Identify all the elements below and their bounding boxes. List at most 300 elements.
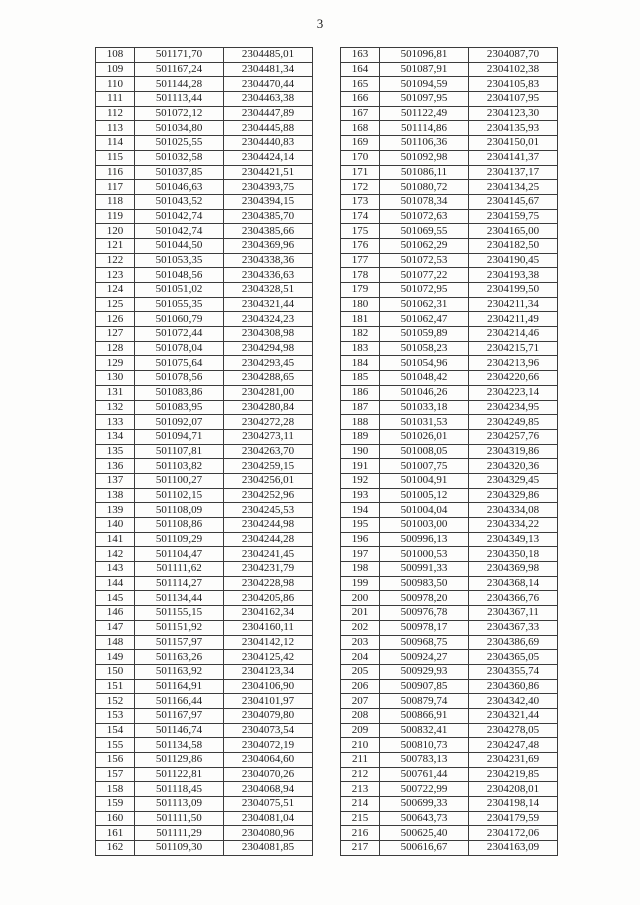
table-row	[96, 415, 313, 430]
x-coordinate-cell: 500783,13	[380, 753, 469, 768]
x-coordinate-cell: 500968,75	[380, 635, 469, 650]
table-row	[341, 194, 558, 209]
x-coordinate-cell: 501122,81	[135, 767, 224, 782]
table-row	[96, 723, 313, 738]
table-row	[96, 532, 313, 547]
table-row	[341, 620, 558, 635]
table-row	[341, 312, 558, 327]
table-body	[341, 48, 558, 856]
x-coordinate-cell: 501096,81	[380, 48, 469, 63]
y-coordinate-cell: 2304163,09	[469, 841, 558, 856]
x-coordinate-cell: 501008,05	[380, 444, 469, 459]
point-number-cell: 166	[341, 92, 380, 107]
point-number-cell: 110	[96, 77, 135, 92]
point-number-cell: 159	[96, 797, 135, 812]
y-coordinate-cell: 2304349,13	[469, 532, 558, 547]
y-coordinate-cell: 2304263,70	[224, 444, 313, 459]
y-coordinate-cell: 2304080,96	[224, 826, 313, 841]
table-row	[96, 694, 313, 709]
point-number-cell: 185	[341, 371, 380, 386]
x-coordinate-cell: 501129,86	[135, 753, 224, 768]
y-coordinate-cell: 2304079,80	[224, 708, 313, 723]
point-number-cell: 217	[341, 841, 380, 856]
point-number-cell: 189	[341, 429, 380, 444]
point-number-cell: 203	[341, 635, 380, 650]
x-coordinate-cell: 501104,47	[135, 547, 224, 562]
x-coordinate-cell: 501108,86	[135, 518, 224, 533]
y-coordinate-cell: 2304481,34	[224, 62, 313, 77]
table-row	[341, 576, 558, 591]
x-coordinate-cell: 500832,41	[380, 723, 469, 738]
x-coordinate-cell: 501046,63	[135, 180, 224, 195]
point-number-cell: 200	[341, 591, 380, 606]
y-coordinate-cell: 2304141,37	[469, 150, 558, 165]
table-row	[341, 356, 558, 371]
x-coordinate-cell: 501108,09	[135, 503, 224, 518]
table-row	[341, 708, 558, 723]
x-coordinate-cell: 501103,82	[135, 459, 224, 474]
x-coordinate-cell: 501083,95	[135, 400, 224, 415]
table-row	[341, 106, 558, 121]
x-coordinate-cell: 501171,70	[135, 48, 224, 63]
point-number-cell: 133	[96, 415, 135, 430]
table-row	[96, 238, 313, 253]
point-number-cell: 174	[341, 209, 380, 224]
x-coordinate-cell: 500907,85	[380, 679, 469, 694]
page-number: 3	[316, 16, 324, 31]
x-coordinate-cell: 500978,17	[380, 620, 469, 635]
x-coordinate-cell: 501072,63	[380, 209, 469, 224]
x-coordinate-cell: 501107,81	[135, 444, 224, 459]
table-row	[341, 635, 558, 650]
table-row	[341, 253, 558, 268]
x-coordinate-cell: 501113,09	[135, 797, 224, 812]
point-number-cell: 147	[96, 620, 135, 635]
y-coordinate-cell: 2304445,88	[224, 121, 313, 136]
table-row	[341, 767, 558, 782]
x-coordinate-cell: 501060,79	[135, 312, 224, 327]
y-coordinate-cell: 2304145,67	[469, 194, 558, 209]
point-number-cell: 216	[341, 826, 380, 841]
y-coordinate-cell: 2304366,76	[469, 591, 558, 606]
y-coordinate-cell: 2304385,66	[224, 224, 313, 239]
x-coordinate-cell: 500722,99	[380, 782, 469, 797]
x-coordinate-cell: 501048,56	[135, 268, 224, 283]
point-number-cell: 108	[96, 48, 135, 63]
y-coordinate-cell: 2304106,90	[224, 679, 313, 694]
point-number-cell: 183	[341, 341, 380, 356]
point-number-cell: 193	[341, 488, 380, 503]
table-row	[96, 782, 313, 797]
y-coordinate-cell: 2304172,06	[469, 826, 558, 841]
point-number-cell: 132	[96, 400, 135, 415]
y-coordinate-cell: 2304249,85	[469, 415, 558, 430]
x-coordinate-cell: 500761,44	[380, 767, 469, 782]
x-coordinate-cell: 501034,80	[135, 121, 224, 136]
table-row	[341, 518, 558, 533]
point-number-cell: 172	[341, 180, 380, 195]
x-coordinate-cell: 501111,62	[135, 562, 224, 577]
x-coordinate-cell: 501025,55	[135, 136, 224, 151]
x-coordinate-cell: 500625,40	[380, 826, 469, 841]
table-row	[96, 503, 313, 518]
y-coordinate-cell: 2304334,08	[469, 503, 558, 518]
point-number-cell: 206	[341, 679, 380, 694]
y-coordinate-cell: 2304281,00	[224, 385, 313, 400]
table-row	[341, 488, 558, 503]
point-number-cell: 197	[341, 547, 380, 562]
point-number-cell: 130	[96, 371, 135, 386]
point-number-cell: 188	[341, 415, 380, 430]
x-coordinate-cell: 501163,92	[135, 664, 224, 679]
y-coordinate-cell: 2304087,70	[469, 48, 558, 63]
table-row	[96, 488, 313, 503]
table-row	[341, 385, 558, 400]
point-number-cell: 152	[96, 694, 135, 709]
y-coordinate-cell: 2304213,96	[469, 356, 558, 371]
y-coordinate-cell: 2304342,40	[469, 694, 558, 709]
x-coordinate-cell: 501058,23	[380, 341, 469, 356]
point-number-cell: 182	[341, 327, 380, 342]
point-number-cell: 125	[96, 297, 135, 312]
point-number-cell: 181	[341, 312, 380, 327]
x-coordinate-cell: 501003,00	[380, 518, 469, 533]
table-row	[96, 180, 313, 195]
point-number-cell: 127	[96, 327, 135, 342]
x-coordinate-cell: 501114,86	[380, 121, 469, 136]
point-number-cell: 158	[96, 782, 135, 797]
x-coordinate-cell: 501026,01	[380, 429, 469, 444]
point-number-cell: 126	[96, 312, 135, 327]
y-coordinate-cell: 2304199,50	[469, 283, 558, 298]
y-coordinate-cell: 2304245,53	[224, 503, 313, 518]
table-row	[341, 650, 558, 665]
y-coordinate-cell: 2304162,34	[224, 606, 313, 621]
table-row	[96, 209, 313, 224]
point-number-cell: 150	[96, 664, 135, 679]
table-row	[96, 576, 313, 591]
point-number-cell: 164	[341, 62, 380, 77]
y-coordinate-cell: 2304070,26	[224, 767, 313, 782]
table-row	[341, 782, 558, 797]
table-row	[96, 77, 313, 92]
table-row	[341, 327, 558, 342]
x-coordinate-cell: 501109,30	[135, 841, 224, 856]
y-coordinate-cell: 2304424,14	[224, 150, 313, 165]
point-number-cell: 145	[96, 591, 135, 606]
x-coordinate-cell: 501004,91	[380, 473, 469, 488]
table-row	[96, 518, 313, 533]
point-number-cell: 118	[96, 194, 135, 209]
table-row	[341, 473, 558, 488]
y-coordinate-cell: 2304280,84	[224, 400, 313, 415]
y-coordinate-cell: 2304386,69	[469, 635, 558, 650]
y-coordinate-cell: 2304244,28	[224, 532, 313, 547]
point-number-cell: 143	[96, 562, 135, 577]
x-coordinate-cell: 501151,92	[135, 620, 224, 635]
table-row	[341, 400, 558, 415]
table-row	[341, 297, 558, 312]
x-coordinate-cell: 501062,31	[380, 297, 469, 312]
table-row	[341, 371, 558, 386]
x-coordinate-cell: 500991,33	[380, 562, 469, 577]
y-coordinate-cell: 2304198,14	[469, 797, 558, 812]
y-coordinate-cell: 2304334,22	[469, 518, 558, 533]
x-coordinate-cell: 501086,11	[380, 165, 469, 180]
table-row	[96, 547, 313, 562]
y-coordinate-cell: 2304447,89	[224, 106, 313, 121]
y-coordinate-cell: 2304190,45	[469, 253, 558, 268]
point-number-cell: 212	[341, 767, 380, 782]
point-number-cell: 211	[341, 753, 380, 768]
x-coordinate-cell: 501102,15	[135, 488, 224, 503]
x-coordinate-cell: 501078,34	[380, 194, 469, 209]
x-coordinate-cell: 500699,33	[380, 797, 469, 812]
y-coordinate-cell: 2304135,93	[469, 121, 558, 136]
table-row	[341, 606, 558, 621]
point-number-cell: 115	[96, 150, 135, 165]
table-row	[341, 268, 558, 283]
x-coordinate-cell: 501007,75	[380, 459, 469, 474]
table-row	[96, 121, 313, 136]
point-number-cell: 205	[341, 664, 380, 679]
y-coordinate-cell: 2304360,86	[469, 679, 558, 694]
y-coordinate-cell: 2304219,85	[469, 767, 558, 782]
x-coordinate-cell: 501037,85	[135, 165, 224, 180]
x-coordinate-cell: 501062,29	[380, 238, 469, 253]
y-coordinate-cell: 2304123,34	[224, 664, 313, 679]
y-coordinate-cell: 2304223,14	[469, 385, 558, 400]
y-coordinate-cell: 2304142,12	[224, 635, 313, 650]
table-row	[96, 297, 313, 312]
point-number-cell: 153	[96, 708, 135, 723]
x-coordinate-cell: 500879,74	[380, 694, 469, 709]
table-row	[96, 767, 313, 782]
point-number-cell: 173	[341, 194, 380, 209]
point-number-cell: 171	[341, 165, 380, 180]
table-row	[341, 664, 558, 679]
table-row	[341, 503, 558, 518]
x-coordinate-cell: 501042,74	[135, 224, 224, 239]
table-row	[96, 620, 313, 635]
point-number-cell: 162	[96, 841, 135, 856]
y-coordinate-cell: 2304075,51	[224, 797, 313, 812]
point-number-cell: 142	[96, 547, 135, 562]
table-row	[96, 341, 313, 356]
y-coordinate-cell: 2304394,15	[224, 194, 313, 209]
x-coordinate-cell: 501144,28	[135, 77, 224, 92]
y-coordinate-cell: 2304324,23	[224, 312, 313, 327]
x-coordinate-cell: 501097,95	[380, 92, 469, 107]
y-coordinate-cell: 2304241,45	[224, 547, 313, 562]
table-row	[96, 738, 313, 753]
point-number-cell: 146	[96, 606, 135, 621]
coordinate-tables-container	[95, 47, 558, 856]
y-coordinate-cell: 2304367,33	[469, 620, 558, 635]
point-number-cell: 148	[96, 635, 135, 650]
point-number-cell: 156	[96, 753, 135, 768]
y-coordinate-cell: 2304369,96	[224, 238, 313, 253]
point-number-cell: 112	[96, 106, 135, 121]
table-row	[96, 194, 313, 209]
table-row	[341, 797, 558, 812]
table-row	[96, 327, 313, 342]
y-coordinate-cell: 2304182,50	[469, 238, 558, 253]
x-coordinate-cell: 501072,12	[135, 106, 224, 121]
x-coordinate-cell: 501100,27	[135, 473, 224, 488]
x-coordinate-cell: 501146,74	[135, 723, 224, 738]
table-row	[341, 341, 558, 356]
y-coordinate-cell: 2304367,11	[469, 606, 558, 621]
y-coordinate-cell: 2304293,45	[224, 356, 313, 371]
x-coordinate-cell: 501000,53	[380, 547, 469, 562]
table-row	[96, 165, 313, 180]
table-row	[341, 136, 558, 151]
x-coordinate-cell: 500996,13	[380, 532, 469, 547]
table-row	[341, 811, 558, 826]
point-number-cell: 208	[341, 708, 380, 723]
table-row	[341, 415, 558, 430]
point-number-cell: 135	[96, 444, 135, 459]
y-coordinate-cell: 2304278,05	[469, 723, 558, 738]
y-coordinate-cell: 2304365,05	[469, 650, 558, 665]
y-coordinate-cell: 2304160,11	[224, 620, 313, 635]
table-row	[341, 753, 558, 768]
x-coordinate-cell: 500643,73	[380, 811, 469, 826]
x-coordinate-cell: 500866,91	[380, 708, 469, 723]
point-number-cell: 210	[341, 738, 380, 753]
table-row	[341, 224, 558, 239]
point-number-cell: 213	[341, 782, 380, 797]
x-coordinate-cell: 501166,44	[135, 694, 224, 709]
y-coordinate-cell: 2304355,74	[469, 664, 558, 679]
point-number-cell: 144	[96, 576, 135, 591]
y-coordinate-cell: 2304256,01	[224, 473, 313, 488]
y-coordinate-cell: 2304485,01	[224, 48, 313, 63]
y-coordinate-cell: 2304259,15	[224, 459, 313, 474]
point-number-cell: 160	[96, 811, 135, 826]
y-coordinate-cell: 2304211,34	[469, 297, 558, 312]
table-row	[96, 473, 313, 488]
table-row	[96, 356, 313, 371]
table-row	[341, 77, 558, 92]
y-coordinate-cell: 2304125,42	[224, 650, 313, 665]
point-number-cell: 167	[341, 106, 380, 121]
x-coordinate-cell: 500978,20	[380, 591, 469, 606]
y-coordinate-cell: 2304470,44	[224, 77, 313, 92]
x-coordinate-cell: 501077,22	[380, 268, 469, 283]
table-row	[96, 679, 313, 694]
point-number-cell: 109	[96, 62, 135, 77]
y-coordinate-cell: 2304336,63	[224, 268, 313, 283]
x-coordinate-cell: 501155,15	[135, 606, 224, 621]
y-coordinate-cell: 2304072,19	[224, 738, 313, 753]
point-number-cell: 192	[341, 473, 380, 488]
y-coordinate-cell: 2304215,71	[469, 341, 558, 356]
table-row	[341, 591, 558, 606]
point-number-cell: 176	[341, 238, 380, 253]
x-coordinate-cell: 501094,59	[380, 77, 469, 92]
table-row	[96, 150, 313, 165]
x-coordinate-cell: 501157,97	[135, 635, 224, 650]
x-coordinate-cell: 501164,91	[135, 679, 224, 694]
x-coordinate-cell: 501109,29	[135, 532, 224, 547]
point-number-cell: 209	[341, 723, 380, 738]
y-coordinate-cell: 2304329,45	[469, 473, 558, 488]
x-coordinate-cell: 501072,44	[135, 327, 224, 342]
table-row	[341, 841, 558, 856]
y-coordinate-cell: 2304321,44	[469, 708, 558, 723]
y-coordinate-cell: 2304308,98	[224, 327, 313, 342]
point-number-cell: 178	[341, 268, 380, 283]
point-number-cell: 201	[341, 606, 380, 621]
table-row	[96, 371, 313, 386]
x-coordinate-cell: 501106,36	[380, 136, 469, 151]
y-coordinate-cell: 2304294,98	[224, 341, 313, 356]
point-number-cell: 149	[96, 650, 135, 665]
point-number-cell: 204	[341, 650, 380, 665]
y-coordinate-cell: 2304385,70	[224, 209, 313, 224]
point-number-cell: 214	[341, 797, 380, 812]
y-coordinate-cell: 2304107,95	[469, 92, 558, 107]
table-row	[341, 459, 558, 474]
x-coordinate-cell: 501111,29	[135, 826, 224, 841]
x-coordinate-cell: 501054,96	[380, 356, 469, 371]
coordinates-table-right	[340, 47, 558, 856]
point-number-cell: 122	[96, 253, 135, 268]
table-row	[96, 62, 313, 77]
table-row	[96, 459, 313, 474]
point-number-cell: 141	[96, 532, 135, 547]
point-number-cell: 170	[341, 150, 380, 165]
y-coordinate-cell: 2304231,69	[469, 753, 558, 768]
x-coordinate-cell: 501055,35	[135, 297, 224, 312]
table-row	[96, 312, 313, 327]
x-coordinate-cell: 501163,26	[135, 650, 224, 665]
table-row	[341, 180, 558, 195]
table-row	[96, 826, 313, 841]
point-number-cell: 114	[96, 136, 135, 151]
x-coordinate-cell: 501122,49	[380, 106, 469, 121]
y-coordinate-cell: 2304257,76	[469, 429, 558, 444]
point-number-cell: 195	[341, 518, 380, 533]
x-coordinate-cell: 501092,98	[380, 150, 469, 165]
table-body	[96, 48, 313, 856]
y-coordinate-cell: 2304228,98	[224, 576, 313, 591]
table-row	[96, 92, 313, 107]
y-coordinate-cell: 2304123,30	[469, 106, 558, 121]
x-coordinate-cell: 501078,04	[135, 341, 224, 356]
x-coordinate-cell: 500976,78	[380, 606, 469, 621]
y-coordinate-cell: 2304081,85	[224, 841, 313, 856]
point-number-cell: 199	[341, 576, 380, 591]
point-number-cell: 179	[341, 283, 380, 298]
point-number-cell: 139	[96, 503, 135, 518]
x-coordinate-cell: 501043,52	[135, 194, 224, 209]
point-number-cell: 124	[96, 283, 135, 298]
table-row	[96, 136, 313, 151]
x-coordinate-cell: 501094,71	[135, 429, 224, 444]
point-number-cell: 137	[96, 473, 135, 488]
y-coordinate-cell: 2304440,83	[224, 136, 313, 151]
x-coordinate-cell: 501118,45	[135, 782, 224, 797]
point-number-cell: 168	[341, 121, 380, 136]
point-number-cell: 157	[96, 767, 135, 782]
y-coordinate-cell: 2304368,14	[469, 576, 558, 591]
x-coordinate-cell: 501053,35	[135, 253, 224, 268]
y-coordinate-cell: 2304350,18	[469, 547, 558, 562]
table-row	[96, 664, 313, 679]
